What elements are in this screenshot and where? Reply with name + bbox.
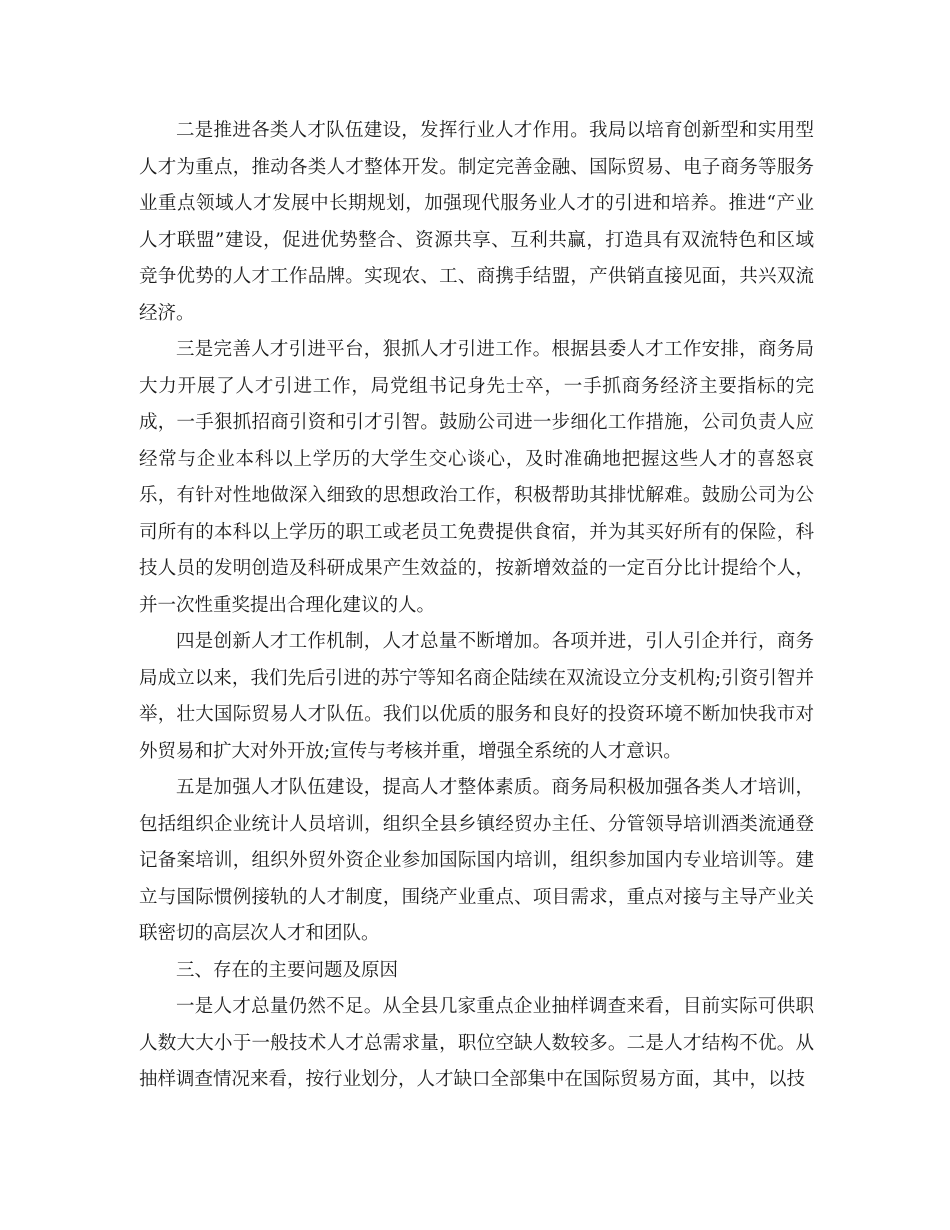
paragraph-talent-quality-improvement: 五是加强人才队伍建设，提高人才整体素质。商务局积极加强各类人才培训，包括组织企业统计人员培训，组织全县乡镇经贸办主任、分管领导培训酒类流通登记备案培训，组织外贸外资企业参加国际国内培训，组织参加国内专业培训等。建立与国际惯例接轨的人才制度，围绕产业重点、项目需求，重点对接与主导产业关联密切的高层次人才和团队。 <box>139 777 814 944</box>
paragraph-talent-introduction-platform: 三是完善人才引进平台，狠抓人才引进工作。根据县委人才工作安排，商务局大力开展了人才引进工作，局党组书记身先士卒，一手抓商务经济主要指标的完成，一手狠抓招商引资和引才引智。鼓励公司进一步细化工作措施，公司负责人应经常与企业本科以上学历的大学生交心谈心，及时准确地把握这些人才的喜怒哀乐，有针对性地做深入细致的思想政治工作，积极帮助其排忧解难。鼓励公司为公司所有的本科以上学历的职工或老员工免费提供食宿，并为其买好所有的保险，科技人员的发明创造及科研成果产生效益的，按新增效益的一定百分比计提给个人，并一次性重奖提出合理化建议的人。 <box>139 339 814 616</box>
section-heading: 三、存在的主要问题及原因 <box>176 959 399 981</box>
paragraph-main-problems: 一是人才总量仍然不足。从全县几家重点企业抽样调查来看，目前实际可供职人数大大小于一般技术人才总需求量，职位空缺人数较多。二是人才结构不优。从抽样调查情况来看，按行业划分，人才缺口全部集中在国际贸易方面，其中，以技 <box>139 996 814 1090</box>
document-body <box>139 113 814 1099</box>
paragraph-talent-work-mechanism: 四是创新人才工作机制，人才总量不断增加。各项并进，引人引企并行，商务局成立以来，我们先后引进的苏宁等知名商企陆续在双流设立分支机构;引资引智并举，壮大国际贸易人才队伍。我们以优质的服务和良好的投资环境不断加快我市对外贸易和扩大对外开放;宣传与考核并重，增强全系统的人才意识。 <box>139 631 814 762</box>
paragraph-talent-team-building: 二是推进各类人才队伍建设，发挥行业人才作用。我局以培育创新型和实用型人才为重点，推动各类人才整体开发。制定完善金融、国际贸易、电子商务等服务业重点领域人才发展中长期规划，加强现代服务业人才的引进和培养。推进“产业人才联盟”建设，促进优势整合、资源共享、互利共赢，打造具有双流特色和区域竞争优势的人才工作品牌。实现农、工、商携手结盟，产供销直接见面，共兴双流经济。 <box>139 120 814 324</box>
